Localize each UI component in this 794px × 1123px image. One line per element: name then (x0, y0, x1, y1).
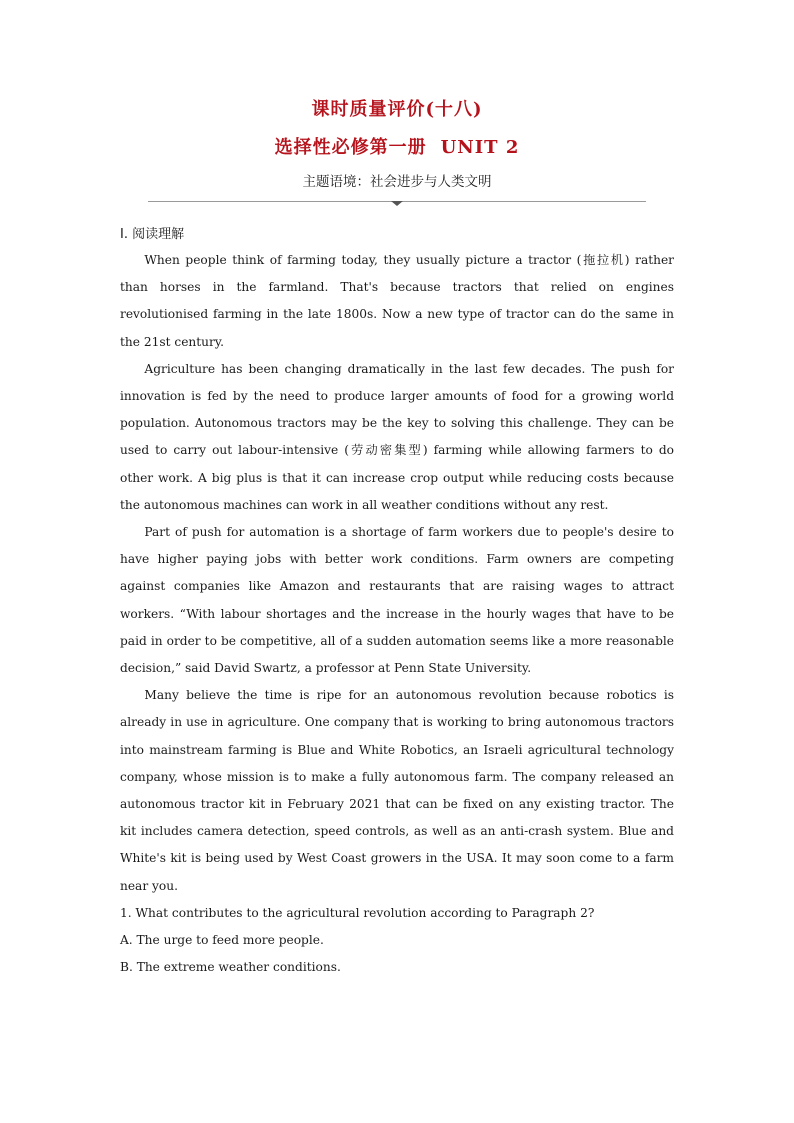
passage-paragraph: Part of push for automation is a shortage of farm workers due to people's desire to have higher paying jobs with better work conditions. Farm owners are competing against companies like Amazon and restaurants that are raising wages to attract workers. “With labour shortages and the increase in the hourly wages that have to be paid in order to be competitive, all of a sudden automation seems like a more reasonable decision,” said David Swartz, a professor at Penn State University. (120, 525, 674, 676)
answer-option-b[interactable]: B. The extreme weather conditions. (120, 960, 341, 975)
textbook-volume: 选择性必修第一册 (274, 137, 427, 158)
answer-option-a[interactable]: A. The urge to feed more people. (120, 933, 324, 948)
passage-paragraph: When people think of farming today, they usually picture a tractor (拖拉机) rather than horses in the farmland. That's because tractors that relied on engines revolutionised farming in the late 1800s. Now a new type of tractor can do the same in the 21st century. (120, 253, 674, 349)
divider-triangle-icon (391, 201, 403, 206)
reading-passage (120, 247, 674, 981)
page-subtitle (0, 133, 794, 159)
question-stem: 1. What contributes to the agricultural revolution according to Paragraph 2? (120, 905, 595, 920)
passage-paragraph: Many believe the time is ripe for an autonomous revolution because robotics is already in use in agriculture. One company that is working to bring autonomous tractors into mainstream farming is Blue and White Robotics, an Israeli agricultural technology company, whose mission is to make a fully autonomous farm. The company released an autonomous tractor kit in February 2021 that can be fixed on any existing tractor. The kit includes camera detection, speed controls, as well as an anti-crash system. Blue and White's kit is being used by West Coast growers in the USA. It may soon come to a farm near you. (120, 688, 674, 893)
theme-context: 主题语境：社会进步与人类文明 (302, 174, 492, 190)
section-heading: Ⅰ. 阅读理解 (120, 227, 185, 242)
page-title: 课时质量评价(十八) (311, 99, 483, 120)
unit-label: UNIT 2 (440, 137, 520, 158)
passage-paragraph: Agriculture has been changing dramatically in the last few decades. The push for innovation is fed by the need to produce larger amounts of food for a growing world population. Autonomous tractors may be the key to solving this challenge. They can be used to carry out labour-intensive (劳动密集型) farming while allowing farmers to do other work. A big plus is that it can increase crop output while reducing costs because the autonomous machines can work in all weather conditions without any rest. (120, 361, 674, 512)
